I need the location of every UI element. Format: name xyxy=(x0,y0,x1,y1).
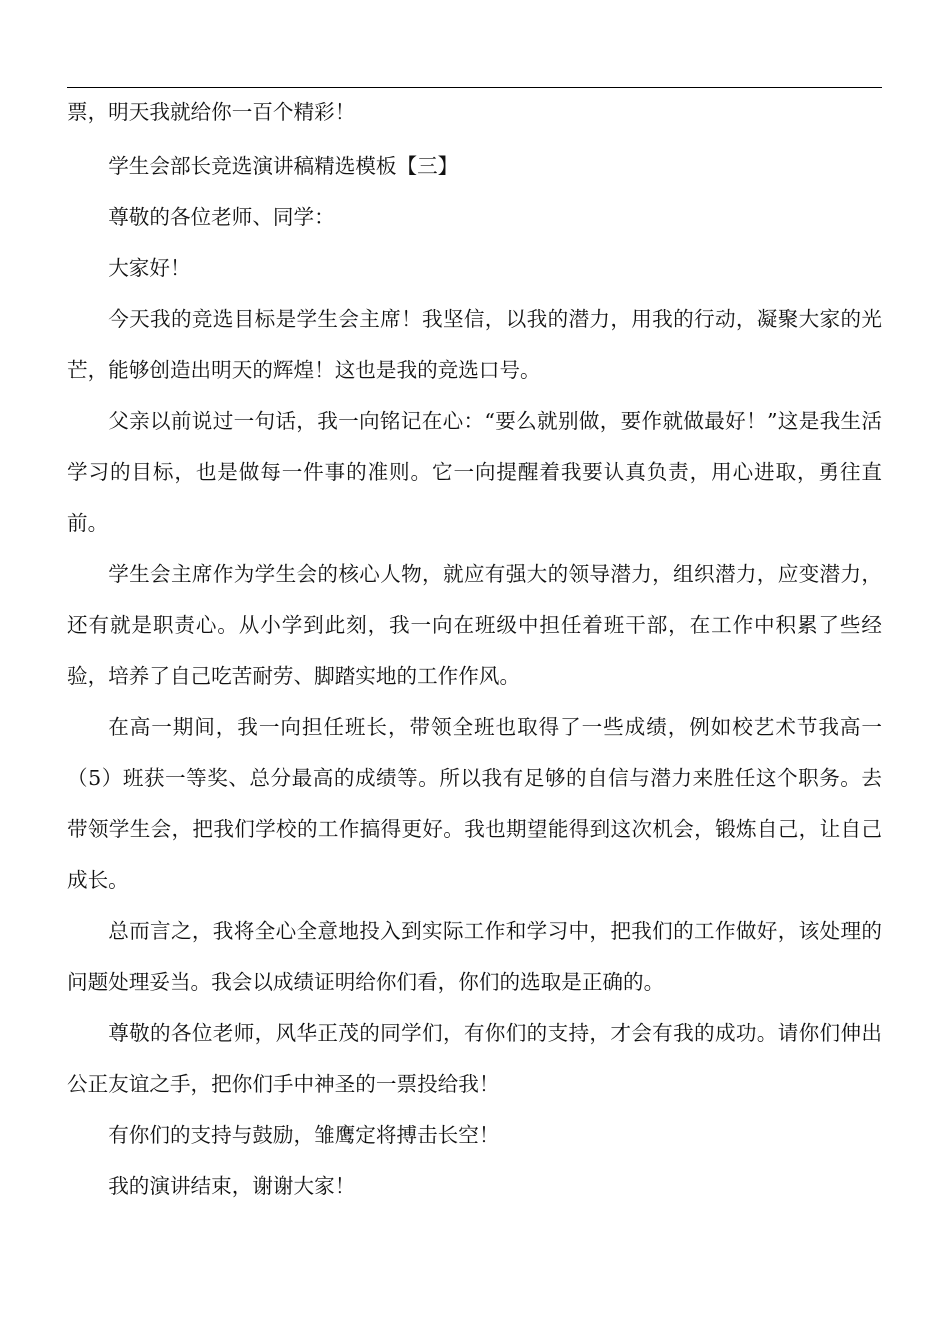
greeting: 大家好！ xyxy=(108,256,191,280)
body-paragraph: 今天我的竞选目标是学生会主席！我坚信，以我的潜力，用我的行动，凝聚大家的光芒，能够创造出明天的辉煌！这也是我的竞选口号。 xyxy=(67,307,882,382)
body-paragraph: 总而言之，我将全心全意地投入到实际工作和学习中，把我们的工作做好，该处理的问题处理妥当。我会以成绩证明给你们看，你们的选取是正确的。 xyxy=(67,919,882,994)
salutation: 尊敬的各位老师、同学： xyxy=(108,205,335,229)
section-title: 学生会部长竞选演讲稿精选模板【三】 xyxy=(108,154,459,178)
body-paragraph: 学生会主席作为学生会的核心人物，就应有强大的领导潜力，组织潜力，应变潜力，还有就是职责心。从小学到此刻，我一向在班级中担任着班干部，在工作中积累了些经验，培养了自己吃苦耐劳、脚踏实地的工作作风。 xyxy=(67,562,882,688)
closing-paragraph: 我的演讲结束，谢谢大家！ xyxy=(108,1174,356,1198)
body-paragraph: 尊敬的各位老师，风华正茂的同学们，有你们的支持，才会有我的成功。请你们伸出公正友谊之手，把你们手中神圣的一票投给我！ xyxy=(67,1021,882,1096)
continuation-paragraph: 票，明天我就给你一百个精彩！ xyxy=(67,100,356,124)
body-paragraph: 有你们的支持与鼓励，雏鹰定将搏击长空！ xyxy=(108,1123,500,1147)
header-rule xyxy=(67,87,882,88)
document-body xyxy=(67,90,882,1212)
body-paragraph: 父亲以前说过一句话，我一向铭记在心：“要么就别做，要作就做最好！”这是我生活学习的目标，也是做每一件事的准则。它一向提醒着我要认真负责，用心进取，勇往直前。 xyxy=(67,409,882,535)
body-paragraph: 在高一期间，我一向担任班长，带领全班也取得了一些成绩，例如校艺术节我高一（5）班获一等奖、总分最高的成绩等。所以我有足够的自信与潜力来胜任这个职务。去带领学生会，把我们学校的工作搞得更好。我也期望能得到这次机会，锻炼自己，让自己成长。 xyxy=(67,715,882,892)
